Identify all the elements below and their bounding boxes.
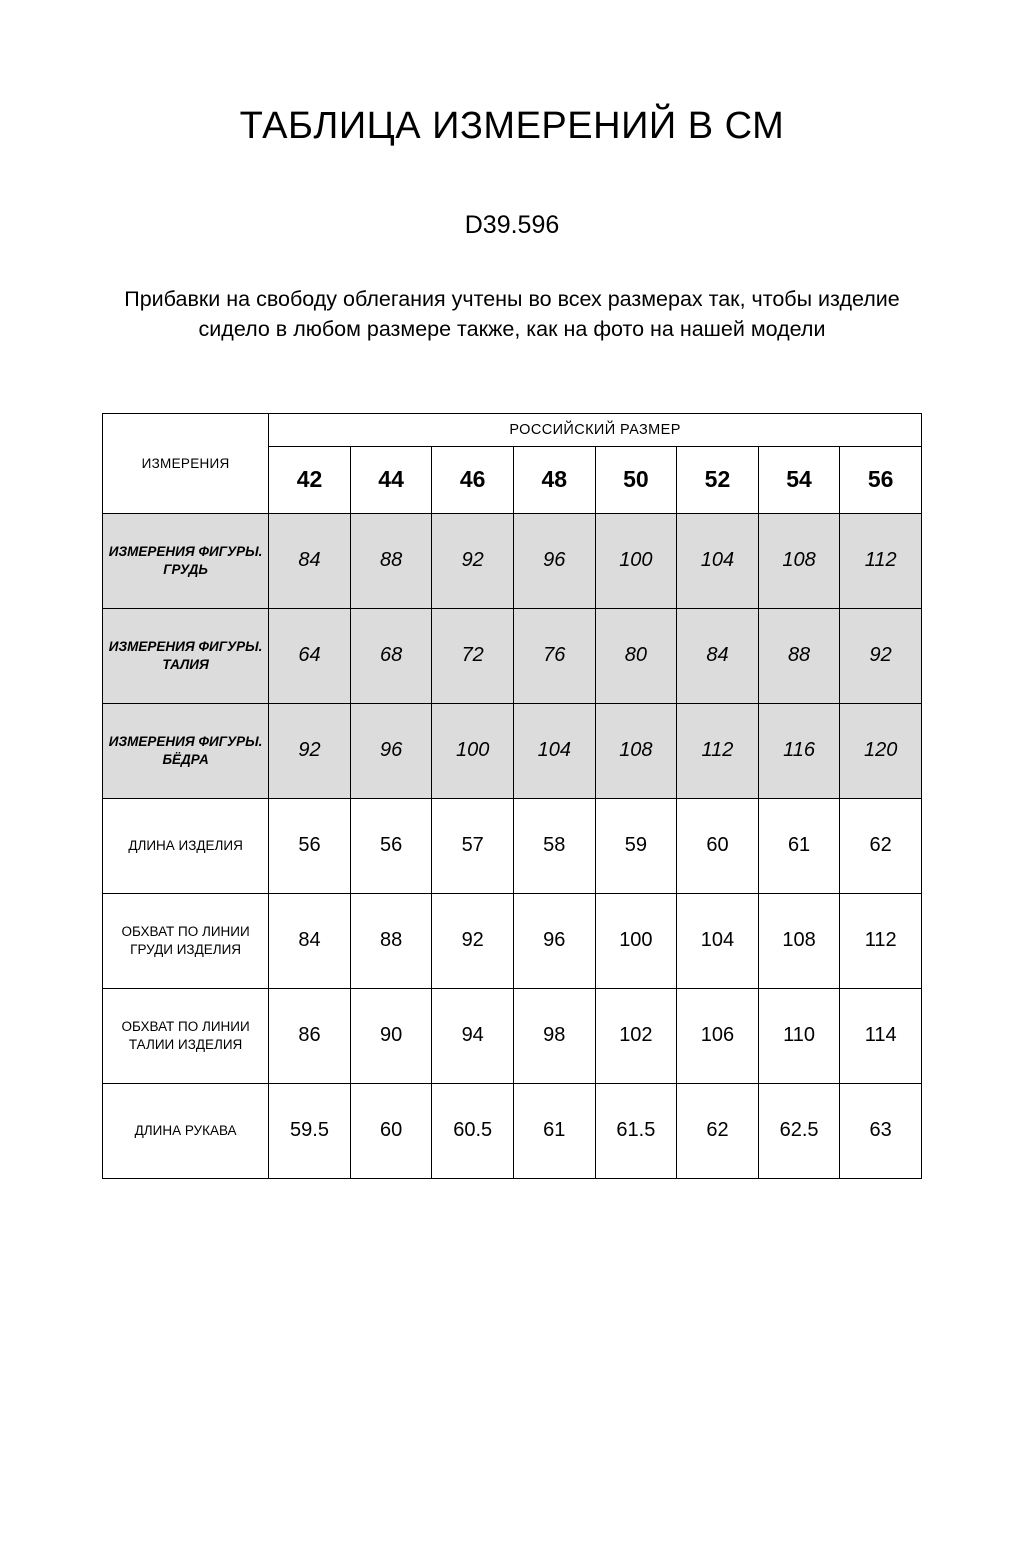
table-corner-label: ИЗМЕРЕНИЯ <box>103 413 269 513</box>
table-group-header: РОССИЙСКИЙ РАЗМЕР <box>269 413 922 446</box>
size-header-52: 52 <box>677 446 759 513</box>
cell: 96 <box>513 513 595 608</box>
cell: 62 <box>840 798 922 893</box>
cell: 92 <box>269 703 351 798</box>
cell: 100 <box>432 703 514 798</box>
row-label: ДЛИНА РУКАВА <box>103 1083 269 1178</box>
cell: 60 <box>677 798 759 893</box>
cell: 92 <box>840 608 922 703</box>
row-label: ИЗМЕРЕНИЯ ФИГУРЫ. БЁДРА <box>103 703 269 798</box>
table-row <box>103 1083 922 1178</box>
cell: 61 <box>758 798 840 893</box>
cell: 60 <box>350 1083 432 1178</box>
cell: 56 <box>269 798 351 893</box>
cell: 84 <box>677 608 759 703</box>
cell: 61.5 <box>595 1083 677 1178</box>
cell: 59.5 <box>269 1083 351 1178</box>
table-row <box>103 798 922 893</box>
cell: 84 <box>269 513 351 608</box>
size-header-56: 56 <box>840 446 922 513</box>
size-chart-page <box>0 105 1024 1553</box>
cell: 80 <box>595 608 677 703</box>
cell: 64 <box>269 608 351 703</box>
cell: 98 <box>513 988 595 1083</box>
cell: 94 <box>432 988 514 1083</box>
cell: 102 <box>595 988 677 1083</box>
cell: 100 <box>595 893 677 988</box>
cell: 112 <box>677 703 759 798</box>
size-header-48: 48 <box>513 446 595 513</box>
cell: 120 <box>840 703 922 798</box>
cell: 58 <box>513 798 595 893</box>
size-header-44: 44 <box>350 446 432 513</box>
cell: 96 <box>513 893 595 988</box>
cell: 62.5 <box>758 1083 840 1178</box>
cell: 104 <box>677 893 759 988</box>
cell: 86 <box>269 988 351 1083</box>
cell: 56 <box>350 798 432 893</box>
cell: 116 <box>758 703 840 798</box>
row-label: ОБХВАТ ПО ЛИНИИ ТАЛИИ ИЗДЕЛИЯ <box>103 988 269 1083</box>
cell: 62 <box>677 1083 759 1178</box>
cell: 57 <box>432 798 514 893</box>
measurements-table <box>102 413 922 1179</box>
cell: 63 <box>840 1083 922 1178</box>
cell: 68 <box>350 608 432 703</box>
cell: 112 <box>840 893 922 988</box>
table-row <box>103 513 922 608</box>
cell: 88 <box>350 513 432 608</box>
cell: 76 <box>513 608 595 703</box>
cell: 108 <box>758 893 840 988</box>
cell: 114 <box>840 988 922 1083</box>
cell: 88 <box>758 608 840 703</box>
cell: 106 <box>677 988 759 1083</box>
table-row <box>103 703 922 798</box>
cell: 110 <box>758 988 840 1083</box>
page-title: ТАБЛИЦА ИЗМЕРЕНИЙ В СМ <box>239 105 785 147</box>
cell: 88 <box>350 893 432 988</box>
cell: 92 <box>432 513 514 608</box>
table-header-group-row <box>103 413 922 446</box>
size-header-46: 46 <box>432 446 514 513</box>
cell: 61 <box>513 1083 595 1178</box>
cell: 104 <box>513 703 595 798</box>
row-label: ДЛИНА ИЗДЕЛИЯ <box>103 798 269 893</box>
cell: 108 <box>758 513 840 608</box>
cell: 112 <box>840 513 922 608</box>
cell: 60.5 <box>432 1083 514 1178</box>
product-code: D39.596 <box>464 210 560 239</box>
cell: 108 <box>595 703 677 798</box>
cell: 59 <box>595 798 677 893</box>
cell: 104 <box>677 513 759 608</box>
cell: 90 <box>350 988 432 1083</box>
table-row <box>103 608 922 703</box>
table-row <box>103 893 922 988</box>
cell: 96 <box>350 703 432 798</box>
table-row <box>103 988 922 1083</box>
size-header-54: 54 <box>758 446 840 513</box>
cell: 72 <box>432 608 514 703</box>
row-label: ОБХВАТ ПО ЛИНИИ ГРУДИ ИЗДЕЛИЯ <box>103 893 269 988</box>
cell: 100 <box>595 513 677 608</box>
row-label: ИЗМЕРЕНИЯ ФИГУРЫ. ГРУДЬ <box>103 513 269 608</box>
fit-note: Прибавки на свободу облегания учтены во всех размерах так, чтобы изделие сидело в любом размере также, как на фото на нашей модели <box>124 286 900 342</box>
cell: 84 <box>269 893 351 988</box>
size-header-50: 50 <box>595 446 677 513</box>
size-header-42: 42 <box>269 446 351 513</box>
row-label: ИЗМЕРЕНИЯ ФИГУРЫ. ТАЛИЯ <box>103 608 269 703</box>
cell: 92 <box>432 893 514 988</box>
